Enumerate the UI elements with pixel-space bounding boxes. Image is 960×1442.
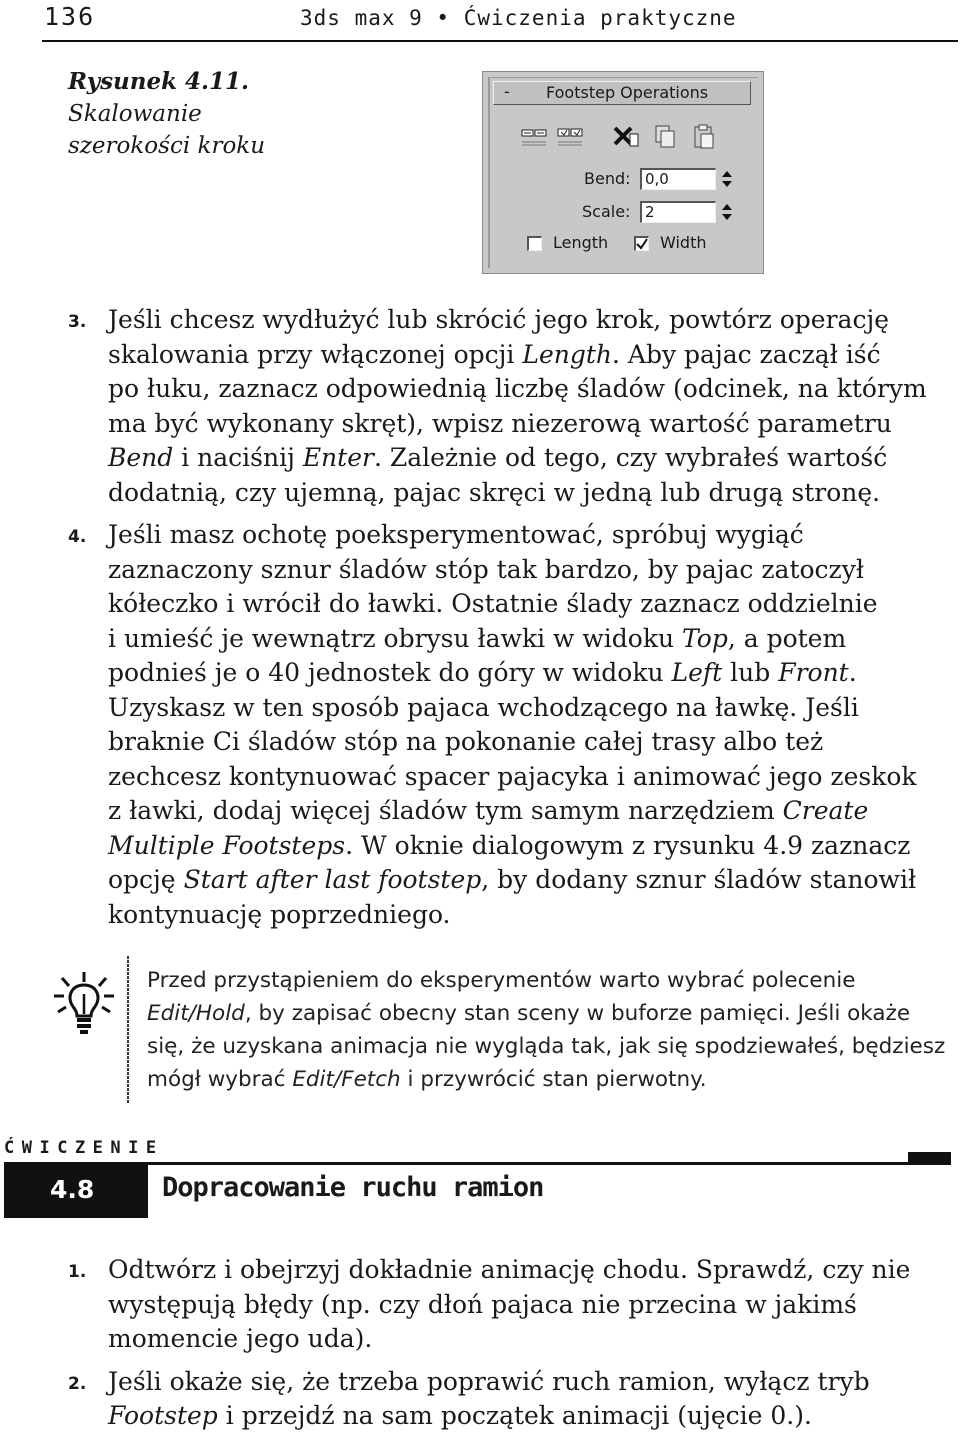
list-item — [68, 1365, 948, 1434]
paste-footsteps-icon[interactable] — [519, 122, 549, 152]
text-line: Multiple Footsteps. W oknie dialogowym z rysunku 4.9 zaznacz — [108, 830, 911, 860]
text-line: opcję Start after last footstep, by dodany sznur śladów stanowił — [108, 865, 917, 894]
exercise-rule-accent — [908, 1152, 951, 1165]
exercise-label: ĆWICZENIE — [4, 1138, 164, 1158]
caption-line: szerokości kroku — [68, 133, 266, 159]
exercise-title: Dopracowanie ruchu ramion — [162, 1172, 544, 1203]
tip-divider — [127, 956, 129, 1104]
scale-spinner-icon[interactable] — [720, 201, 734, 223]
text-line: i umieść je wewnątrz obrysu ławki w widoku Top, a potem — [108, 623, 847, 653]
text-line: mógł wybrać Edit/Fetch i przywrócić stan pierwotny. — [147, 1067, 707, 1092]
item-number: 3. — [68, 312, 87, 332]
text-line: Uzyskasz w ten sposób pajaca wchodzącego na ławkę. Jeśli — [108, 692, 859, 722]
text-line: ma być wykonany skręt), wpisz niezerową wartość parametru — [108, 408, 892, 438]
scale-label: Scale: — [582, 202, 631, 221]
text-line: dodatnią, czy ujemną, pajac skręci w jedną lub drugą stronę. — [108, 477, 881, 507]
rollout-header[interactable] — [493, 81, 751, 105]
lightbulb-tip-icon — [46, 968, 122, 1038]
scale-field[interactable]: 2 — [640, 201, 716, 223]
footstep-operations-panel — [482, 71, 764, 274]
list-item — [68, 303, 948, 510]
delete-footsteps-icon[interactable] — [611, 122, 641, 152]
running-head-title: 3ds max 9 • Ćwiczenia praktyczne — [300, 6, 737, 30]
text-line: Jeśli masz ochotę poeksperymentować, spróbuj wygiąć — [108, 520, 804, 549]
checkmark-icon — [636, 238, 648, 250]
exercise-number: 4.8 — [50, 1175, 95, 1204]
tip-text — [147, 964, 945, 1096]
caption-line: Skalowanie — [68, 101, 202, 127]
text-line: kontynuację poprzedniego. — [108, 899, 451, 929]
collapse-toggle[interactable]: - — [504, 82, 510, 101]
text-line: się, że uzyskana animacja nie wygląda tak, jak się spodziewałeś, będziesz — [147, 1034, 946, 1059]
text-line: zechcesz kontynuować spacer pajacyka i animować jego zeskok — [108, 761, 917, 791]
text-line: występują błędy (np. czy dłoń pajaca nie przecina w jakimś — [108, 1289, 857, 1319]
bend-label: Bend: — [584, 169, 631, 188]
width-label: Width — [660, 233, 707, 252]
width-checkbox[interactable] — [634, 236, 649, 251]
paste-icon[interactable] — [689, 122, 719, 152]
text-line: Jeśli chcesz wydłużyć lub skrócić jego krok, powtórz operację — [108, 305, 889, 334]
caption-number: Rysunek 4.11. — [68, 68, 250, 95]
bend-spinner-icon[interactable] — [720, 168, 734, 190]
bend-field[interactable]: 0,0 — [640, 168, 716, 190]
length-label: Length — [553, 233, 609, 252]
text-line: po łuku, zaznacz odpowiednią liczbę śladów (odcinek, na którym — [108, 374, 927, 403]
text-line: Bend i naciśnij Enter. Zależnie od tego, czy wybrałeś wartość — [108, 443, 888, 472]
text-line: Footstep i przejdź na sam początek animacji (ujęcie 0.). — [108, 1401, 812, 1430]
rollout-title: Footstep Operations — [546, 83, 709, 102]
list-item — [68, 518, 948, 932]
item-number: 2. — [68, 1373, 87, 1394]
text-line: Odtwórz i obejrzyj dokładnie animację chodu. Sprawdź, czy nie — [108, 1255, 911, 1284]
text-line: Jeśli okaże się, że trzeba poprawić ruch ramion, wyłącz tryb — [108, 1366, 870, 1396]
copy-icon[interactable] — [651, 122, 681, 152]
text-line: skalowania przy włączonej opcji Length. Aby pajac zaczął iść — [108, 339, 881, 369]
text-line: braknie Ci śladów stóp na pokonanie całej trasy albo też — [108, 727, 824, 756]
text-line: z ławki, dodaj więcej śladów tym samym narzędziem Create — [108, 796, 869, 825]
text-line: zaznaczony sznur śladów stóp tak bardzo, by pajac zatoczył — [108, 554, 864, 584]
steps-list-a — [68, 303, 948, 940]
length-checkbox[interactable] — [527, 236, 542, 251]
text-line: kółeczko i wrócił do ławki. Ostatnie ślady zaznacz oddzielnie — [108, 589, 878, 618]
list-item — [68, 1253, 948, 1357]
text-line: momencie jego uda). — [108, 1324, 373, 1353]
steps-list-b — [68, 1253, 948, 1442]
text-line: Przed przystąpieniem do eksperymentów warto wybrać polecenie — [147, 968, 856, 993]
page-number: 136 — [44, 2, 96, 31]
text-line: podnieś je o 40 jednostek do góry w widoku Left lub Front. — [108, 658, 857, 687]
item-number: 4. — [68, 527, 87, 547]
figure-caption — [68, 66, 265, 162]
header-rule — [42, 40, 958, 42]
text-line: Edit/Hold, by zapisać obecny stan sceny w buforze pamięci. Jeśli okaże — [147, 1001, 911, 1026]
copy-footsteps-icon[interactable] — [555, 122, 585, 152]
item-number: 1. — [68, 1262, 87, 1282]
